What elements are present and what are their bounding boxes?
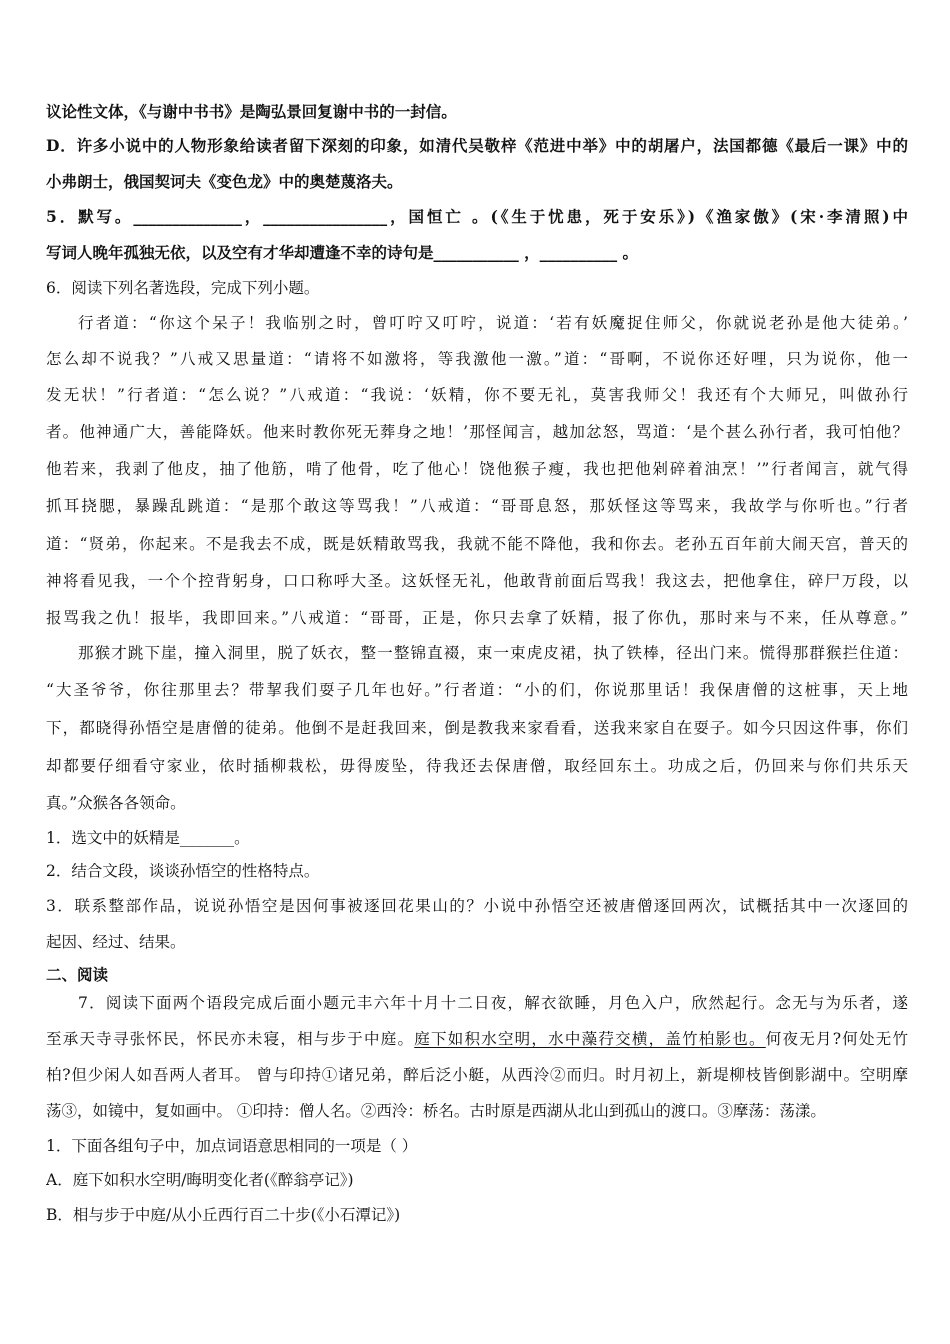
q6-question-1: 1．选文中的妖精是_______。 (46, 829, 250, 847)
q7-passage-line: 荡③，如镜中，复如画中。 ①印持：僧人名。②西泠：桥名。古时原是西湖从北山到孤山的渡口。③摩荡：荡漾。 (46, 1102, 826, 1120)
passage-line: 真。”众猴各各领命。 (46, 794, 186, 812)
passage-line: 抓耳挠腮，暴躁乱跳道：“是那个敢这等骂我！”八戒道：“哥哥息怒，那妖怪这等骂来，我故学与你听也。”行者 (46, 497, 908, 515)
q7-passage-line: 7．阅读下面两个语段完成后面小题元丰六年十月十二日夜，解衣欲睡，月色入户，欣然起行。念无与为乐者，遂 (78, 994, 908, 1012)
q7-passage-line: 柏?但少闲人如吾两人者耳。 曾与印持①诸兄弟，醉后泛小艇，从西泠②而归。时月初上，新堤柳枝皆倒影湖中。空明摩 (46, 1066, 908, 1084)
passage-line: 行者道：“你这个呆子！我临别之时，曾叮咛又叮咛，说道：‘若有妖魔捉住师父，你就说老孙是他大徒弟。’ (78, 314, 908, 332)
q7-underlined-sentence: 庭下如积水空明，水中藻荇交横，盖竹柏影也。 (414, 1030, 766, 1048)
q4-option-d: D．许多小说中的人物形象给读者留下深刻的印象，如清代吴敬梓《范进中举》中的胡屠户，法国都德《最后一课》中的 (46, 136, 908, 155)
q7-passage-line (46, 1027, 908, 1051)
section-heading: 二、阅读 (46, 965, 109, 984)
q5-line-1: 5．默写。______________，________________，国恒亡 。(《生于忧患，死于安乐》)《渔家傲》(宋·李清照)中 (46, 207, 908, 226)
q6-question-2: 2．结合文段，谈谈孙悟空的性格特点。 (46, 862, 320, 880)
passage-line: “大圣爷爷，你往那里去？带挈我们耍子几年也好。”行者道：“小的们，你说那里话！我保唐僧的这桩事，天上地 (46, 681, 908, 699)
passage-line: 报骂我之仇！报毕，我即回来。”八戒道：“哥哥，正是，你只去拿了妖精，报了你仇，那时来与不来，任从尊意。” (46, 609, 908, 627)
q7-text: 何夜无月?何处无竹 (765, 1030, 908, 1048)
q6-question-3-cont: 起因、经过、结果。 (46, 933, 186, 951)
passage-line: 却都要仔细看守家业，依时插柳栽松，毋得废坠，待我还去保唐僧，取经回东土。功成之后，仍回来与你们共乐天 (46, 757, 908, 775)
passage-line: 那猴才跳下崖，撞入洞里，脱了妖衣，整一整锦直裰，束一束虎皮裙，执了铁棒，径出门来。慌得那群猴拦住道： (78, 644, 908, 662)
passage-line: 怎么却不说我？”八戒又思量道：“请将不如激将，等我激他一激。”道：“哥啊，不说你还好哩，只为说你，他一 (46, 350, 908, 368)
q6-intro: 6．阅读下列名著选段，完成下列小题。 (46, 279, 320, 297)
q7-option-a: A．庭下如积水空明/晦明变化者(《醉翁亭记》) (46, 1171, 354, 1189)
q6-question-3: 3．联系整部作品，说说孙悟空是因何事被逐回花果山的？小说中孙悟空还被唐僧逐回两次，试概括其中一次逐回的 (46, 897, 908, 915)
passage-line: 他若来，我剥了他皮，抽了他筋，啃了他骨，吃了他心！饶他猴子瘦，我也把他剁碎着油烹！’”行者闻言，就气得 (46, 460, 908, 478)
passage-line: 下，都晓得孙悟空是唐僧的徒弟。他倒不是赶我回来，倒是教我来家看看，送我来家自在耍子。如今只因这件事，你们 (46, 719, 908, 737)
q5-line-2: 写词人晚年孤独无依，以及空有才华却遭逢不幸的诗句是___________ ，__________ 。 (46, 243, 639, 262)
passage-line: 神将看见我，一个个控背躬身，口口称呼大圣。这妖怪无礼，他敢背前面后骂我！我这去，把他拿住，碎尸万段，以 (46, 572, 908, 590)
q7-text: 至承天寺寻张怀民，怀民亦未寝，相与步于中庭。 (46, 1030, 415, 1048)
q7-option-b: B．相与步于中庭/从小丘西行百二十步(《小石潭记》) (46, 1206, 401, 1224)
passage-line: 道：“贤弟，你起来。不是我去不成，既是妖精敢骂我，我就不能不降他，我和你去。老孙五百年前大闹天宫，普天的 (46, 535, 908, 553)
q4-line-3: 小弗朗士，俄国契诃夫《变色龙》中的奥楚蔑洛夫。 (46, 172, 403, 191)
q4-line-1: 议论性文体，《与谢中书书》是陶弘景回复谢中书的一封信。 (46, 102, 457, 121)
passage-line: 发无状！”行者道：“怎么说？”八戒道：“我说：‘妖精，你不要无礼，莫害我师父！我还有个大师兄，叫做孙行 (46, 386, 908, 404)
q7-question-1: 1．下面各组句子中，加点词语意思相同的一项是（ ） (46, 1137, 418, 1155)
passage-line: 者。他神通广大，善能降妖。他来时教你死无葬身之地！’那怪闻言，越加忿怒，骂道：‘是个甚么孙行者，我可怕他？ (46, 423, 908, 441)
